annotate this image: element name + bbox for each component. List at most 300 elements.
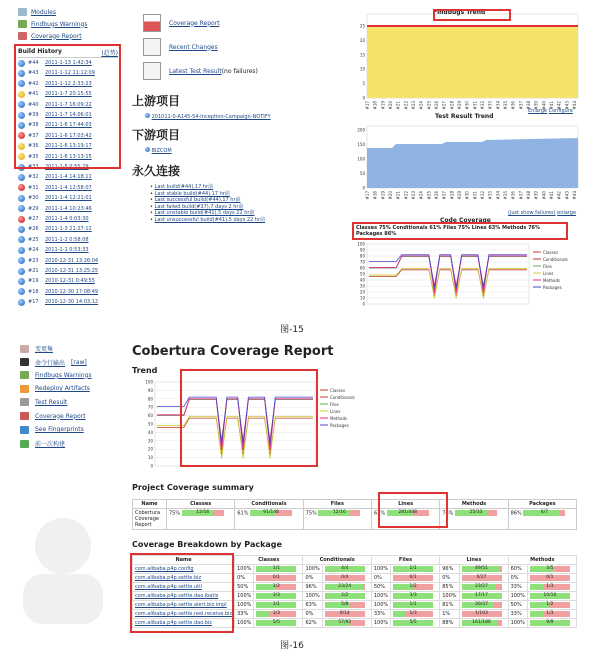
coverage-fraction: 0/1 bbox=[272, 574, 280, 580]
coverage-percent: 75% bbox=[305, 510, 319, 517]
chart-icon bbox=[18, 32, 27, 40]
build-number[interactable]: #36 bbox=[28, 143, 39, 150]
coverage-fraction: 1/103 bbox=[475, 610, 488, 616]
coverage-bar bbox=[393, 584, 433, 590]
x-tick-label: #30 bbox=[464, 191, 470, 200]
package-bar-cell bbox=[391, 565, 440, 574]
downstream-heading: 下游项目 bbox=[132, 128, 181, 142]
sidebar-item-label[interactable]: See Fingerprints bbox=[35, 426, 84, 434]
build-date-link[interactable]: 2011-1-3 21:27:12 bbox=[45, 226, 92, 233]
build-date-link[interactable]: 2011-1-12 2:33:23 bbox=[45, 80, 92, 87]
figure-16-caption: 图-16 bbox=[280, 641, 304, 651]
permalink-link[interactable]: Last successful build(#44),17 hr前 bbox=[154, 197, 241, 204]
x-tick-label: #23 bbox=[411, 191, 416, 200]
build-history-row[interactable] bbox=[18, 297, 121, 307]
x-tick-label: #36 bbox=[510, 191, 516, 200]
upstream-project[interactable] bbox=[145, 113, 271, 120]
sidebar-item[interactable] bbox=[20, 426, 84, 434]
coverage-fraction: 30/37 bbox=[475, 601, 488, 607]
coverage-fraction: 0/14 bbox=[339, 610, 350, 616]
coverage-fraction: 23/24 bbox=[338, 583, 352, 589]
project-summary-table bbox=[132, 499, 577, 530]
build-date-link[interactable]: 2011-1-7 20:15:55 bbox=[45, 91, 92, 98]
coverage-fraction: 12/16 bbox=[332, 510, 346, 515]
nav-modules-label[interactable]: Modules bbox=[31, 8, 56, 16]
downstream-project-link[interactable]: BIZCOM bbox=[151, 148, 172, 154]
build-history-row[interactable] bbox=[18, 183, 121, 193]
build-status-ball-icon bbox=[18, 174, 25, 181]
x-tick-label: #28 bbox=[449, 101, 455, 110]
bullet: • bbox=[150, 190, 155, 197]
coverage-fraction: 1/1 bbox=[409, 601, 417, 607]
y-tick-label: 10 bbox=[147, 455, 153, 461]
package-percent: 100% bbox=[303, 592, 322, 601]
build-number[interactable]: #30 bbox=[28, 195, 39, 202]
package-percent: 33% bbox=[371, 610, 390, 619]
package-link[interactable]: com.alibaba.p4p.settle.biz bbox=[135, 575, 202, 581]
x-tick-label: #39 bbox=[533, 101, 539, 110]
clipboard-icon bbox=[143, 62, 161, 80]
x-tick-label: #17 bbox=[365, 101, 370, 110]
build-number[interactable]: #23 bbox=[28, 257, 39, 264]
latest-test-item[interactable] bbox=[143, 62, 258, 80]
nav-findbugs[interactable] bbox=[18, 20, 88, 28]
package-percent: 81% bbox=[440, 601, 459, 610]
package-percent: 62% bbox=[303, 619, 322, 628]
y-tick-label: 70 bbox=[147, 404, 153, 410]
y-tick-label: 150 bbox=[357, 142, 365, 147]
coverage-fraction: 5/5 bbox=[409, 619, 417, 625]
build-number[interactable]: #25 bbox=[28, 236, 39, 243]
x-tick-label: #21 bbox=[395, 191, 401, 200]
y-tick-label: 25 bbox=[359, 23, 365, 29]
summary-name: Cobertura Coverage Report bbox=[133, 509, 167, 530]
sidebar-item-label[interactable]: Redeploy Artifacts bbox=[35, 385, 90, 393]
x-tick-label: #24 bbox=[418, 191, 424, 200]
build-number[interactable]: #39 bbox=[28, 112, 39, 118]
package-percent: 100% bbox=[440, 592, 459, 601]
test-trend-title: Test Result Trend bbox=[435, 113, 494, 120]
findbugs-configure-link[interactable]: Configure bbox=[548, 108, 573, 114]
build-date-link[interactable]: 2010-12-31 13:25:25 bbox=[45, 268, 99, 274]
sidebar-item-label[interactable]: Coverage Report bbox=[35, 412, 86, 420]
package-bar-cell bbox=[254, 592, 303, 601]
x-tick-label: #29 bbox=[457, 191, 462, 200]
x-tick-label: #24 bbox=[418, 101, 424, 110]
coverage-bar bbox=[256, 575, 296, 581]
package-bar-cell bbox=[254, 583, 303, 592]
coverage-percent: 76% bbox=[442, 510, 456, 517]
build-number[interactable]: #26 bbox=[28, 226, 39, 233]
build-date-link[interactable]: 2010-12-30 14:03:12 bbox=[45, 299, 99, 306]
build-date-link[interactable]: 2011-1-13 1:42:34 bbox=[45, 60, 92, 66]
sidebar-item[interactable] bbox=[20, 439, 65, 448]
x-tick-label: #32 bbox=[480, 101, 485, 110]
coverage-bar bbox=[256, 593, 296, 599]
y-tick-label: 10 bbox=[359, 66, 365, 72]
coverage-fraction: 2/2 bbox=[341, 592, 349, 598]
build-date-link[interactable]: 2011-1-12 11:12:09 bbox=[45, 70, 95, 77]
coverage-bar bbox=[462, 584, 502, 590]
x-tick-label: #22 bbox=[403, 191, 409, 200]
build-date-link[interactable]: 2011-1-1 0:53:33 bbox=[45, 247, 89, 254]
coverage-fraction: 49/51 bbox=[475, 565, 488, 571]
package-bar-cell bbox=[254, 610, 303, 619]
summary-header: Packages bbox=[508, 500, 576, 509]
build-number[interactable]: #19 bbox=[28, 278, 39, 285]
upstream-project-link[interactable]: 201011-0-A145-54-Inception-Campaign-NOTIFY bbox=[151, 114, 271, 120]
build-status-ball-icon bbox=[18, 278, 25, 285]
coverage-fraction: 1/2 bbox=[546, 601, 554, 607]
breakdown-header: Methods bbox=[508, 556, 576, 565]
x-tick-label: #43 bbox=[564, 191, 570, 200]
status-ball-icon bbox=[145, 113, 150, 118]
coverage-fraction: 9/9 bbox=[546, 619, 554, 625]
sidebar-item[interactable] bbox=[20, 412, 86, 420]
build-number[interactable]: #44 bbox=[28, 60, 39, 66]
coverage-fraction: 1/3 bbox=[409, 610, 417, 616]
coverage-fraction: 23/27 bbox=[475, 583, 488, 589]
coverage-fraction: 57/92 bbox=[338, 619, 352, 625]
coverage-fraction: 12/16 bbox=[196, 510, 210, 515]
sidebar-item[interactable] bbox=[20, 385, 90, 393]
y-tick-label: 70 bbox=[359, 259, 365, 265]
x-tick-label: #39 bbox=[533, 191, 539, 200]
x-tick-label: #40 bbox=[541, 101, 547, 110]
build-number[interactable]: #18 bbox=[28, 288, 39, 295]
nav-modules[interactable] bbox=[18, 8, 56, 16]
build-number[interactable]: #24 bbox=[28, 247, 39, 254]
test-failures-link[interactable]: (just show failures) bbox=[508, 210, 556, 216]
modules-icon bbox=[18, 8, 27, 16]
build-number[interactable]: #32 bbox=[28, 174, 39, 181]
build-history-title: Build History bbox=[18, 48, 62, 55]
upstream-heading: 上游项目 bbox=[132, 94, 181, 108]
coverage-bar bbox=[462, 575, 502, 581]
package-bar-cell bbox=[322, 583, 371, 592]
findbugs-enlarge-link[interactable]: Enlarge bbox=[528, 108, 547, 114]
nav-findbugs-label[interactable]: Findbugs Warnings bbox=[31, 20, 88, 28]
build-number[interactable]: #43 bbox=[28, 70, 39, 77]
x-tick-label: #28 bbox=[449, 191, 455, 200]
breakdown-header: Classes bbox=[235, 556, 303, 565]
permalink-link[interactable]: Last unsuccessful build(#41),5 days 22 hr前 bbox=[154, 217, 266, 223]
test-enlarge-link[interactable]: enlarge bbox=[557, 210, 577, 216]
build-history-row[interactable] bbox=[18, 193, 121, 203]
build-history-row[interactable] bbox=[18, 172, 121, 182]
breakdown-header: Name bbox=[133, 556, 235, 565]
coverage-bar bbox=[530, 566, 570, 572]
package-percent: 33% bbox=[508, 583, 527, 592]
legend-label: Files bbox=[330, 402, 339, 407]
summary-cell bbox=[235, 509, 303, 530]
sidebar-item[interactable] bbox=[20, 398, 67, 406]
summary-cell bbox=[167, 509, 235, 530]
build-status-ball-icon bbox=[18, 299, 25, 306]
y-tick-label: 60 bbox=[359, 265, 365, 271]
bug-icon bbox=[18, 20, 27, 28]
legend-label: Classes bbox=[330, 388, 346, 393]
coverage-fraction: 161/186 bbox=[472, 619, 491, 625]
legend-label: Conditionals bbox=[543, 257, 568, 262]
build-date-link[interactable]: 2011-1-6 17:44:03 bbox=[45, 122, 92, 129]
build-date-link[interactable]: 2011-1-2 0:58:08 bbox=[45, 236, 89, 243]
terminal-icon bbox=[20, 358, 29, 366]
package-bar-cell bbox=[322, 574, 371, 583]
package-bar-cell bbox=[391, 574, 440, 583]
summary-header: Methods bbox=[440, 500, 508, 509]
package-percent: 33% bbox=[508, 610, 527, 619]
build-status-ball-icon bbox=[18, 247, 25, 254]
summary-cell bbox=[440, 509, 508, 530]
y-tick-label: 20 bbox=[359, 289, 365, 295]
build-history-row[interactable] bbox=[18, 245, 121, 255]
legend-label: Methods bbox=[543, 278, 561, 283]
package-bar-cell bbox=[527, 574, 576, 583]
coverage-bar bbox=[462, 611, 502, 617]
legend-label: Packages bbox=[543, 285, 562, 290]
coverage-fraction: 3/3 bbox=[409, 592, 417, 598]
permalink-link[interactable]: Last build(#44),17 hr前 bbox=[154, 184, 214, 190]
y-tick-label: 0 bbox=[362, 301, 365, 307]
x-tick-label: #35 bbox=[503, 101, 508, 110]
sidebar-item-label[interactable]: 变更集 bbox=[35, 346, 54, 353]
build-status-ball-icon bbox=[18, 216, 25, 223]
sidebar-item-label[interactable]: 命令行输出 bbox=[35, 359, 66, 367]
package-bar-cell bbox=[322, 601, 371, 610]
build-number[interactable]: #21 bbox=[28, 268, 39, 274]
package-bar-cell bbox=[527, 565, 576, 574]
package-percent: 100% bbox=[371, 565, 390, 574]
build-history-row[interactable] bbox=[18, 204, 121, 214]
bullet: • bbox=[150, 210, 155, 217]
build-status-ball-icon bbox=[18, 288, 25, 295]
package-percent: 88% bbox=[440, 619, 459, 628]
coverage-bar bbox=[325, 602, 365, 608]
notepad-icon bbox=[143, 38, 161, 56]
package-bar-cell bbox=[527, 592, 576, 601]
breakdown-header: Lines bbox=[440, 556, 508, 565]
build-date-link[interactable]: 2011-1-4 10:23:46 bbox=[45, 205, 92, 212]
test-pass-area bbox=[367, 138, 578, 188]
x-tick-label: #21 bbox=[395, 101, 401, 110]
build-number[interactable]: #37 bbox=[28, 132, 39, 139]
summary-header: Classes bbox=[167, 500, 235, 509]
x-tick-label: #22 bbox=[403, 101, 409, 110]
findbugs-title-highlight bbox=[433, 9, 511, 21]
package-bar-cell bbox=[254, 574, 303, 583]
build-history-row[interactable] bbox=[18, 256, 121, 266]
package-bar-cell bbox=[391, 601, 440, 610]
build-date-link[interactable]: 2011-1-4 0:03:30 bbox=[45, 216, 89, 222]
package-link[interactable]: com.alibaba.p4p.config bbox=[135, 566, 194, 572]
package-bar-cell bbox=[459, 565, 508, 574]
package-percent: 100% bbox=[235, 565, 254, 574]
build-date-link[interactable]: 2011-1-4 12:58:07 bbox=[45, 184, 92, 191]
summary-header: Lines bbox=[371, 500, 439, 509]
findbugs-links bbox=[528, 108, 573, 114]
redeploy-icon bbox=[20, 385, 29, 393]
x-tick-label: #26 bbox=[434, 101, 439, 110]
package-link[interactable]: com.alibaba.p4p.settle.dao.ibatis bbox=[135, 593, 219, 599]
coverage-bar bbox=[256, 566, 296, 572]
build-date-link[interactable]: 2010-12-31 13:26:04 bbox=[45, 257, 99, 264]
package-bar-cell bbox=[459, 601, 508, 610]
coverage-bar bbox=[256, 620, 296, 626]
y-tick-label: 20 bbox=[147, 446, 153, 452]
coverage-percent: 75% bbox=[169, 510, 182, 517]
arrow-icon bbox=[20, 440, 29, 448]
coverage-bar bbox=[462, 593, 502, 599]
package-percent: 0% bbox=[508, 574, 527, 583]
coverage-fraction: 0/4 bbox=[341, 574, 349, 580]
x-tick-label: #38 bbox=[526, 101, 531, 110]
build-date-link[interactable]: 2011-1-6 17:03:42 bbox=[45, 132, 92, 139]
build-number[interactable]: #31 bbox=[28, 184, 39, 191]
coverage-fraction: 1/1 bbox=[272, 565, 280, 571]
coverage-fraction: 1/1 bbox=[272, 601, 280, 607]
x-tick-label: #25 bbox=[426, 101, 432, 110]
bullet: • bbox=[150, 197, 155, 204]
package-percent: 100% bbox=[303, 565, 322, 574]
build-date-link[interactable]: 2011-1-6 13:13:15 bbox=[45, 153, 92, 160]
coverage-fraction: 10/10 bbox=[543, 592, 557, 598]
summary-row bbox=[133, 509, 577, 530]
coverage-report-item[interactable] bbox=[143, 14, 220, 32]
build-date-link[interactable]: 2011-1-7 14:06:01 bbox=[45, 112, 92, 118]
x-tick-label: #37 bbox=[518, 101, 524, 110]
x-tick-label: #33 bbox=[487, 191, 493, 200]
sidebar-item-label[interactable]: 前一次构建 bbox=[35, 441, 66, 449]
package-link[interactable]: com.alibaba.p4p.settle.reel.receive.biz bbox=[135, 611, 233, 617]
build-history-row[interactable] bbox=[18, 276, 121, 286]
package-percent: 63% bbox=[303, 601, 322, 610]
coverage-bar bbox=[455, 510, 497, 516]
build-date-link[interactable]: 2010-12-31 0:49:55 bbox=[45, 278, 95, 285]
package-percent: 33% bbox=[235, 610, 254, 619]
coverage-fraction: 1/3 bbox=[546, 610, 554, 616]
coverage-bar bbox=[182, 510, 224, 516]
nav-coverage-label[interactable]: Coverage Report bbox=[31, 32, 82, 40]
permalink-link[interactable]: Last stable build(#44),17 hr前 bbox=[154, 190, 230, 197]
package-bar-cell bbox=[459, 592, 508, 601]
package-bar-cell bbox=[322, 592, 371, 601]
build-date-link[interactable]: 2010-12-30 17:08:49 bbox=[45, 288, 99, 295]
x-tick-label: #20 bbox=[388, 191, 393, 200]
build-date-link[interactable]: 2011-1-4 12:21:01 bbox=[45, 195, 92, 202]
build-status-ball-icon bbox=[18, 205, 25, 212]
build-number[interactable]: #33 bbox=[28, 164, 39, 170]
coverage-bar bbox=[325, 575, 365, 581]
sidebar-item-label[interactable]: Findbugs Warnings bbox=[35, 371, 92, 379]
recent-changes-link[interactable]: Recent Changes bbox=[169, 43, 218, 51]
sidebar-item[interactable] bbox=[20, 344, 53, 353]
legend-label: Methods bbox=[330, 416, 348, 421]
build-history-trend-link[interactable]: (趋势) bbox=[101, 50, 118, 57]
package-bar-cell bbox=[322, 619, 371, 628]
permalink-link[interactable]: Last failed build(#37),7 days 2 hr前 bbox=[154, 203, 244, 210]
trend-highlight bbox=[180, 369, 318, 467]
coverage-fraction: 25/33 bbox=[469, 510, 483, 515]
x-tick-label: #40 bbox=[541, 191, 547, 200]
build-date-link[interactable]: 2011-1-5 0:55:29 bbox=[45, 164, 89, 170]
build-history-row[interactable] bbox=[18, 224, 121, 234]
bullet: • bbox=[150, 203, 155, 210]
y-tick-label: 20 bbox=[359, 37, 365, 43]
build-number[interactable]: #29 bbox=[28, 205, 39, 212]
coverage-fraction: 0/27 bbox=[476, 574, 487, 580]
build-number[interactable]: #42 bbox=[28, 80, 39, 87]
build-number[interactable]: #41 bbox=[28, 91, 39, 98]
permalink-link[interactable]: Last unstable build(#41),5 days 22 hr前 bbox=[154, 210, 255, 217]
coverage-percent: 61% bbox=[237, 510, 251, 517]
permalink-item[interactable] bbox=[150, 216, 265, 223]
build-history-row[interactable] bbox=[18, 214, 121, 224]
coverage-fraction: 4/4 bbox=[341, 565, 349, 571]
build-history-row[interactable] bbox=[18, 266, 121, 276]
legend-label: Lines bbox=[330, 409, 341, 414]
coverage-chart-icon bbox=[143, 14, 161, 32]
build-date-link[interactable]: 2011-1-7 16:09:22 bbox=[45, 101, 92, 108]
build-history-row[interactable] bbox=[18, 235, 121, 245]
build-number[interactable]: #17 bbox=[28, 299, 39, 306]
coverage-bar bbox=[256, 611, 296, 617]
coverage-report-link[interactable]: Coverage Report bbox=[169, 19, 220, 27]
build-history-row[interactable] bbox=[18, 287, 121, 297]
findbugs-trend-title: Findbugs Trend bbox=[433, 9, 486, 16]
package-percent: 0% bbox=[440, 574, 459, 583]
coverage-fraction: 91/148 bbox=[263, 510, 279, 515]
build-number[interactable]: #35 bbox=[28, 153, 39, 160]
coverage-bar bbox=[393, 566, 433, 572]
raw-link[interactable]: [raw] bbox=[71, 358, 87, 366]
coverage-bar bbox=[523, 510, 565, 516]
coverage-percent: 63% bbox=[373, 510, 387, 517]
sidebar-item-label[interactable]: Test Result bbox=[35, 398, 68, 406]
package-percent: 100% bbox=[235, 619, 254, 628]
package-percent: 0% bbox=[303, 574, 322, 583]
latest-test-link[interactable]: Latest Test Result bbox=[169, 67, 222, 75]
x-tick-label: #29 bbox=[457, 101, 462, 110]
package-percent: 0% bbox=[371, 574, 390, 583]
summary-header: Files bbox=[303, 500, 371, 509]
summary-cell bbox=[508, 509, 576, 530]
sidebar-item[interactable] bbox=[20, 371, 92, 379]
build-date-link[interactable]: 2011-1-4 14:18:11 bbox=[45, 174, 92, 181]
y-tick-label: 15 bbox=[359, 52, 365, 58]
build-number[interactable]: #40 bbox=[28, 101, 39, 108]
package-percent: 100% bbox=[235, 592, 254, 601]
package-percent: 100% bbox=[371, 592, 390, 601]
y-tick-label: 60 bbox=[147, 413, 153, 419]
sidebar-item[interactable] bbox=[20, 358, 87, 367]
build-number[interactable]: #27 bbox=[28, 216, 39, 222]
downstream-project[interactable] bbox=[145, 147, 172, 154]
package-link[interactable]: com.alibaba.p4p.settle.alert.biz.impl bbox=[135, 602, 227, 608]
build-date-link[interactable]: 2011-1-6 13:19:17 bbox=[45, 143, 92, 150]
build-number[interactable]: #38 bbox=[28, 122, 39, 129]
coverage-fraction: 1/3 bbox=[546, 583, 554, 589]
y-tick-label: 0 bbox=[362, 95, 365, 101]
breakdown-header: Files bbox=[371, 556, 439, 565]
x-tick-label: #17 bbox=[365, 191, 370, 200]
build-status-ball-icon bbox=[18, 268, 25, 275]
x-tick-label: #33 bbox=[487, 101, 493, 110]
package-link[interactable]: com.alibaba.p4p.settle.util bbox=[135, 584, 202, 590]
package-link[interactable]: com.alibaba.p4p.settle.dao.biz bbox=[135, 620, 212, 626]
nav-coverage[interactable] bbox=[18, 32, 82, 40]
recent-changes-item[interactable] bbox=[143, 38, 218, 56]
